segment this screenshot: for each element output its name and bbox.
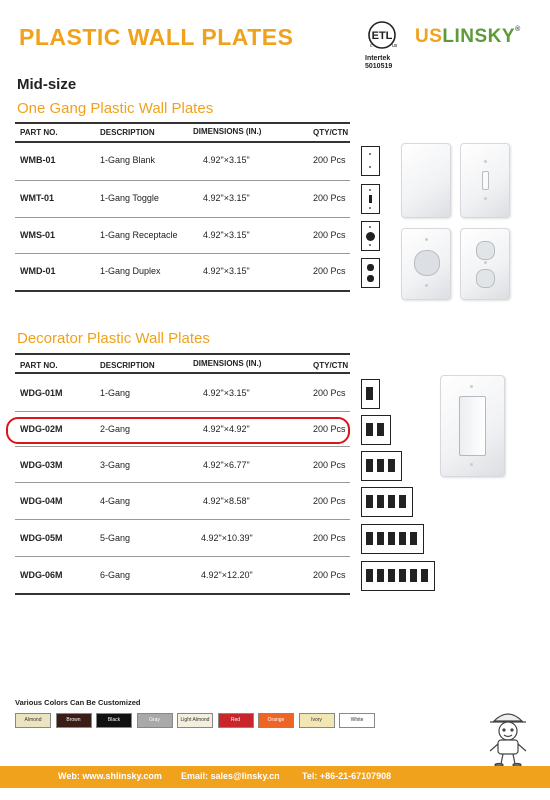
- cell-part: WMT-01: [20, 193, 55, 203]
- footer-email: Email: sales@linsky.cn: [181, 771, 280, 781]
- divider: [15, 482, 350, 483]
- cell-dimensions: 4.92"×10.39": [201, 533, 253, 543]
- etl-logo-icon: [367, 20, 397, 50]
- color-swatch: Red: [218, 713, 254, 728]
- cell-dimensions: 4.92"×3.15": [203, 193, 250, 203]
- receptacle-plate-icon: [361, 221, 380, 251]
- col-header-dimensions: DIMENSIONS (IN.): [193, 127, 262, 136]
- cell-dimensions: 4.92"×3.15": [203, 266, 250, 276]
- cell-description: 5-Gang: [100, 533, 131, 543]
- cell-dimensions: 4.92"×12.20": [201, 570, 253, 580]
- blank-plate-icon: [361, 146, 380, 176]
- cell-dimensions: 4.92"×4.92": [203, 424, 250, 434]
- etl-certification-mark: [365, 20, 409, 71]
- toggle-plate-icon: [361, 184, 380, 214]
- svg-text:us: us: [392, 43, 397, 49]
- divider: [15, 446, 350, 447]
- color-swatch: Almond: [15, 713, 51, 728]
- cell-part: WDG-01M: [20, 388, 63, 398]
- page-title: PLASTIC WALL PLATES: [19, 24, 294, 50]
- decorator-plate-icon: [361, 451, 402, 481]
- rocker-opening: [410, 532, 417, 545]
- cell-description: 1-Gang Receptacle: [100, 230, 178, 240]
- divider: [15, 411, 350, 412]
- cert-brand: Intertek: [365, 55, 391, 62]
- col-header-qty: QTY/CTN: [313, 361, 349, 370]
- color-swatch: Black: [96, 713, 132, 728]
- rocker-opening: [377, 495, 384, 508]
- cell-qty: 200 Pcs: [313, 266, 346, 276]
- rocker-opening: [399, 532, 406, 545]
- cell-description: 4-Gang: [100, 496, 131, 506]
- section-title-decorator: Decorator Plastic Wall Plates: [17, 330, 210, 347]
- cell-description: 6-Gang: [100, 570, 131, 580]
- divider: [15, 556, 350, 557]
- cell-description: 1-Gang Toggle: [100, 193, 159, 203]
- col-header-description: DESCRIPTION: [100, 361, 155, 370]
- rocker-opening: [388, 495, 395, 508]
- cell-qty: 200 Pcs: [313, 424, 346, 434]
- cell-dimensions: 4.92"×8.58": [203, 496, 250, 506]
- col-header-qty: QTY/CTN: [313, 128, 349, 137]
- decorator-plate-photo: [440, 375, 505, 477]
- color-swatch: Orange: [258, 713, 294, 728]
- cell-description: 2-Gang: [100, 424, 131, 434]
- cell-part: WMB-01: [20, 155, 56, 165]
- color-swatch: Brown: [56, 713, 92, 728]
- receptacle-plate-photo: [401, 228, 451, 300]
- subheading: Mid-size: [17, 76, 77, 93]
- rocker-opening: [388, 569, 395, 582]
- divider: [15, 372, 350, 374]
- rocker-opening: [366, 387, 373, 400]
- rocker-opening: [377, 569, 384, 582]
- divider: [15, 593, 350, 595]
- decorator-plate-icon: [361, 415, 391, 445]
- rocker-opening: [366, 459, 373, 472]
- decorator-plate-icon: [361, 487, 413, 517]
- rocker-opening: [388, 532, 395, 545]
- rocker-opening: [399, 495, 406, 508]
- cell-qty: 200 Pcs: [313, 533, 346, 543]
- mascot-illustration-icon: [480, 705, 536, 767]
- color-swatch: White: [339, 713, 375, 728]
- divider: [15, 353, 350, 355]
- cell-part: WDG-03M: [20, 460, 63, 470]
- rocker-opening: [377, 459, 384, 472]
- divider: [15, 290, 350, 292]
- rocker-opening: [366, 532, 373, 545]
- color-swatch: Gray: [137, 713, 173, 728]
- col-header-description: DESCRIPTION: [100, 128, 155, 137]
- footer-tel: Tel: +86-21-67107908: [302, 771, 392, 781]
- cell-description: 3-Gang: [100, 460, 131, 470]
- cell-part: WDG-04M: [20, 496, 63, 506]
- highlighted-row-outline: [6, 417, 350, 444]
- divider: [15, 519, 350, 520]
- cert-number: 5010519: [365, 63, 393, 70]
- svg-text:ETL: ETL: [371, 30, 393, 42]
- svg-text:c: c: [370, 43, 373, 49]
- decorator-plate-icon: [361, 379, 380, 409]
- divider: [15, 253, 350, 254]
- section-title-one-gang: One Gang Plastic Wall Plates: [17, 100, 214, 117]
- decorator-plate-icon: [361, 561, 435, 591]
- cell-dimensions: 4.92"×6.77": [203, 460, 250, 470]
- rocker-opening: [377, 423, 384, 436]
- cell-qty: 200 Pcs: [313, 460, 346, 470]
- cell-dimensions: 4.92"×3.15": [203, 230, 250, 240]
- rocker-opening: [366, 569, 373, 582]
- cell-dimensions: 4.92"×3.15": [203, 155, 250, 165]
- rocker-opening: [388, 459, 395, 472]
- col-header-part: PART NO.: [20, 128, 58, 137]
- divider: [15, 217, 350, 218]
- color-swatch: Light Almond: [177, 713, 213, 728]
- registered-mark: ®: [515, 26, 521, 33]
- cell-qty: 200 Pcs: [313, 155, 346, 165]
- cell-part: WDG-02M: [20, 424, 63, 434]
- rocker-opening: [410, 569, 417, 582]
- divider: [15, 180, 350, 181]
- col-header-part: PART NO.: [20, 361, 58, 370]
- divider: [15, 141, 350, 143]
- brand-name-part-a: US: [415, 26, 443, 47]
- cell-part: WDG-06M: [20, 570, 63, 580]
- rocker-opening: [366, 423, 373, 436]
- color-swatch: Ivory: [299, 713, 335, 728]
- cell-qty: 200 Pcs: [313, 570, 346, 580]
- duplex-plate-photo: [460, 228, 510, 300]
- rocker-opening: [366, 495, 373, 508]
- footer-web: Web: www.shlinsky.com: [58, 771, 162, 781]
- cell-qty: 200 Pcs: [313, 496, 346, 506]
- cell-description: 1-Gang Duplex: [100, 266, 161, 276]
- cell-dimensions: 4.92"×3.15": [203, 388, 250, 398]
- cell-part: WDG-05M: [20, 533, 63, 543]
- cell-description: 1-Gang: [100, 388, 131, 398]
- rocker-opening: [377, 532, 384, 545]
- cell-qty: 200 Pcs: [313, 230, 346, 240]
- brand-name-part-b: LINSKY: [442, 26, 516, 47]
- brand-logo: [415, 26, 521, 48]
- cell-part: WMS-01: [20, 230, 56, 240]
- toggle-plate-photo: [460, 143, 510, 218]
- cell-qty: 200 Pcs: [313, 388, 346, 398]
- cell-description: 1-Gang Blank: [100, 155, 156, 165]
- rocker-opening: [399, 569, 406, 582]
- divider: [15, 122, 350, 124]
- decorator-plate-icon: [361, 524, 424, 554]
- rocker-opening: [421, 569, 428, 582]
- col-header-dimensions: DIMENSIONS (IN.): [193, 359, 262, 368]
- cell-part: WMD-01: [20, 266, 56, 276]
- duplex-plate-icon: [361, 258, 380, 288]
- colors-title: Various Colors Can Be Customized: [15, 698, 141, 707]
- cell-qty: 200 Pcs: [313, 193, 346, 203]
- blank-plate-photo: [401, 143, 451, 218]
